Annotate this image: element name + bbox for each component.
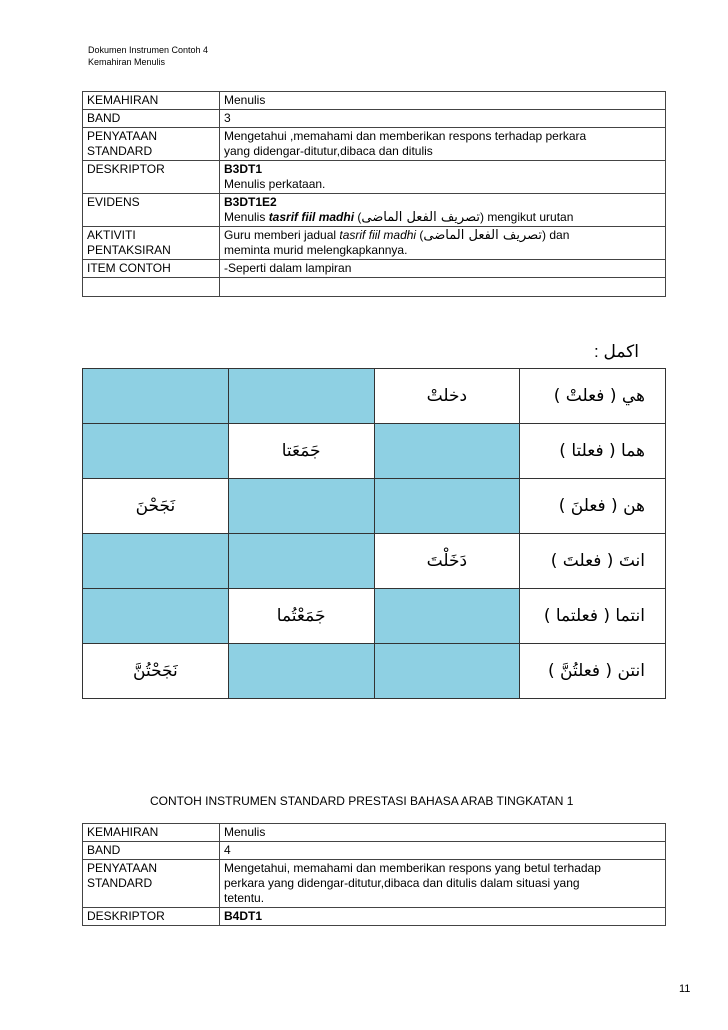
value-kemahiran: Menulis [220, 92, 666, 110]
row-band [83, 842, 666, 860]
blank-answer-cell[interactable] [228, 534, 374, 589]
value-band: 4 [220, 842, 666, 860]
deskriptor-code: B3DT1 [224, 162, 263, 176]
spacer-cell-left [83, 278, 220, 297]
label-pentaksiran: PENTAKSIRAN [87, 243, 171, 257]
evidens-text [224, 210, 661, 225]
pernyataan-line1: Mengetahui ,memahami dan memberikan respons terhadap perkara [224, 129, 587, 143]
row-aktiviti-pentaksiran [83, 227, 666, 260]
aktiviti-line1 [224, 228, 661, 243]
page-number: 11 [679, 983, 691, 995]
value-band: 3 [220, 110, 666, 128]
blank-answer-cell[interactable] [374, 479, 520, 534]
header-title: Dokumen Instrumen Contoh 4 [88, 45, 209, 55]
row-kemahiran [83, 92, 666, 110]
pronoun-prompt: هن ( فعلنَ ) [520, 479, 666, 534]
row-spacer [83, 278, 666, 297]
answer-cell: نَجَحْنَ [83, 479, 229, 534]
pronoun-prompt: انتما ( فعلتما ) [520, 589, 666, 644]
row-pernyataan-standard [83, 860, 666, 908]
label-band: BAND [83, 110, 220, 128]
pronoun-prompt: انتن ( فعلتُنَّ ) [520, 644, 666, 699]
blank-answer-cell[interactable] [374, 644, 520, 699]
pronoun-prompt: هي ( فعلتْ ) [520, 369, 666, 424]
row-deskriptor [83, 908, 666, 926]
exercise-row [83, 369, 666, 424]
label-aktiviti: AKTIVITI [87, 228, 136, 242]
label-pernyataan: PENYATAAN [87, 861, 158, 875]
pronoun-prompt: انتَ ( فعلتَ ) [520, 534, 666, 589]
exercise-row [83, 644, 666, 699]
exercise-title: اكمل : [594, 342, 639, 361]
row-evidens [83, 194, 666, 227]
value-evidens [220, 194, 666, 227]
answer-cell: دَخَلْتَ [374, 534, 520, 589]
instrument-table-band4 [82, 823, 666, 926]
aktiviti-open-paren: ( [416, 228, 424, 242]
blank-answer-cell[interactable] [374, 589, 520, 644]
row-pernyataan-standard [83, 128, 666, 161]
pernyataan-line2: perkara yang didengar-ditutur,dibaca dan ditulis dalam situasi yang [224, 876, 580, 890]
aktiviti-term: tasrif fiil madhi [339, 228, 417, 242]
label-pernyataan-standard [83, 128, 220, 161]
blank-answer-cell[interactable] [228, 644, 374, 699]
aktiviti-suffix: dan [549, 228, 570, 242]
blank-answer-cell[interactable] [83, 424, 229, 479]
aktiviti-line2: meminta murid melengkapkannya. [224, 243, 408, 257]
document-header [88, 44, 208, 68]
blank-answer-cell[interactable] [83, 369, 229, 424]
tasrif-exercise-grid [82, 368, 666, 699]
label-kemahiran: KEMAHIRAN [83, 92, 220, 110]
label-item-contoh: ITEM CONTOH [83, 260, 220, 278]
value-pernyataan-standard [220, 860, 666, 908]
label-aktiviti-pentaksiran [83, 227, 220, 260]
label-kemahiran: KEMAHIRAN [83, 824, 220, 842]
pernyataan-line2: yang didengar-ditutur,dibaca dan ditulis [224, 144, 433, 158]
value-item-contoh: -Seperti dalam lampiran [220, 260, 666, 278]
value-deskriptor: B4DT1 [220, 908, 666, 926]
value-aktiviti-pentaksiran [220, 227, 666, 260]
label-evidens: EVIDENS [83, 194, 220, 227]
aktiviti-close-paren: ) [542, 228, 550, 242]
label-deskriptor: DESKRIPTOR [83, 161, 220, 194]
pronoun-prompt: هما ( فعلتا ) [520, 424, 666, 479]
answer-cell: نَجَحْتُنَّ [83, 644, 229, 699]
evidens-suffix: mengikut urutan [487, 210, 574, 224]
evidens-close-paren: ) [479, 210, 488, 224]
label-band: BAND [83, 842, 220, 860]
blank-answer-cell[interactable] [374, 424, 520, 479]
value-kemahiran: Menulis [220, 824, 666, 842]
pernyataan-line1: Mengetahui, memahami dan memberikan respons yang betul terhadap [224, 861, 601, 875]
value-deskriptor [220, 161, 666, 194]
label-pernyataan: PENYATAAN [87, 129, 158, 143]
evidens-prefix: Menulis [224, 210, 269, 224]
answer-cell: دخلتْ [374, 369, 520, 424]
section-title: CONTOH INSTRUMEN STANDARD PRESTASI BAHASA ARAB TINGKATAN 1 [150, 794, 574, 808]
blank-answer-cell[interactable] [83, 534, 229, 589]
exercise-row [83, 534, 666, 589]
spacer-cell-right [220, 278, 666, 297]
row-kemahiran [83, 824, 666, 842]
value-pernyataan-standard [220, 128, 666, 161]
answer-cell: جَمَعَتا [228, 424, 374, 479]
pernyataan-line3: tetentu. [224, 891, 265, 905]
evidens-arabic: تصريف الفعل الماضى [361, 210, 480, 225]
aktiviti-prefix: Guru memberi jadual [224, 228, 340, 242]
row-band [83, 110, 666, 128]
instrument-table-band3 [82, 91, 666, 297]
label-pernyataan-standard [83, 860, 220, 908]
blank-answer-cell[interactable] [83, 589, 229, 644]
label-standard: STANDARD [87, 144, 153, 158]
evidens-open-paren: ( [354, 210, 362, 224]
evidens-term: tasrif fiil madhi [268, 210, 355, 224]
header-subtitle: Kemahiran Menulis [88, 57, 166, 67]
answer-cell: جَمَعْتُما [228, 589, 374, 644]
aktiviti-arabic: تصريف الفعل الماضى [423, 228, 543, 243]
evidens-code: B3DT1E2 [224, 195, 277, 209]
exercise-row [83, 424, 666, 479]
exercise-row [83, 479, 666, 534]
blank-answer-cell[interactable] [228, 479, 374, 534]
row-deskriptor [83, 161, 666, 194]
deskriptor-text: Menulis perkataan. [224, 177, 326, 191]
blank-answer-cell[interactable] [228, 369, 374, 424]
label-standard: STANDARD [87, 876, 153, 890]
exercise-row [83, 589, 666, 644]
label-deskriptor: DESKRIPTOR [83, 908, 220, 926]
row-item-contoh [83, 260, 666, 278]
